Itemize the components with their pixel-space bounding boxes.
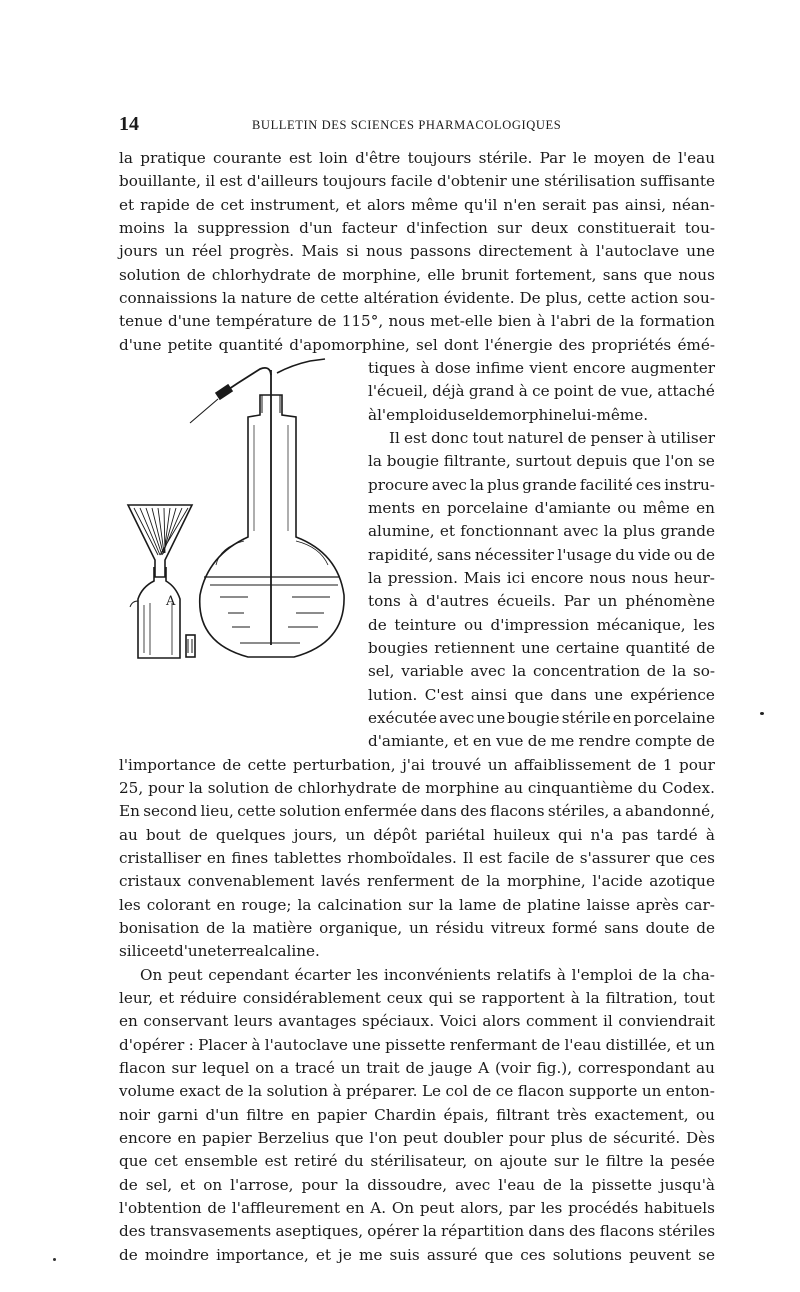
text-line: des transvasements aseptiques, opérer la répartition dans des flacons stériles: [119, 1222, 715, 1240]
text-line: encore en papier Berzelius que l'on peut doubler pour plus de sécurité. Dès: [119, 1129, 715, 1147]
text-line: sel, variable avec la concentration de la so-: [368, 662, 715, 680]
text-line: de teinture ou d'impression mécanique, les: [368, 616, 715, 634]
text-line: en conservant leurs avantages spéciaux. Voici alors comment il conviendrait: [119, 1012, 715, 1030]
text-line: cristaux convenablement lavés renferment de la morphine, l'acide azotique: [119, 872, 715, 890]
text-line: l'écueil, déjà grand à ce point de vue, attaché: [368, 382, 715, 400]
text-line: l'importance de cette perturbation, j'ai trouvé un affaiblissement de 1 pour: [119, 756, 715, 774]
text-line: tiques à dose infime vient encore augmenter: [368, 359, 715, 377]
ink-speck: [53, 1258, 56, 1261]
text-line: à l'emploi du sel de morphine lui-même.: [368, 406, 649, 424]
text-line: alumine, et fonctionnant avec la plus grande: [368, 522, 715, 540]
text-line: d'amiante, et en vue de me rendre compte de: [368, 732, 715, 750]
text-line: moins la suppression d'un facteur d'infection sur deux constituerait tou-: [119, 219, 715, 237]
text-line: bonisation de la matière organique, un résidu vitreux formé sans doute de: [119, 919, 715, 937]
text-line: d'opérer : Placer à l'autoclave une pissette renfermant de l'eau distillée, et un: [119, 1036, 715, 1054]
text-line: volume exact de la solution à préparer. Le col de ce flacon supporte un enton-: [119, 1082, 715, 1100]
text-line: tenue d'une température de 115°, nous met-elle bien à l'abri de la formation: [119, 312, 715, 330]
wash-bottle-illustration: [190, 359, 344, 657]
text-line: ments en porcelaine d'amiante ou même en: [368, 499, 715, 517]
text-line: la pratique courante est loin d'être toujours stérile. Par le moyen de l'eau: [119, 149, 715, 167]
text-line: Il est donc tout naturel de penser à utiliser: [389, 429, 715, 447]
page-number: 14: [119, 113, 139, 135]
text-line: rapidité, sans nécessiter l'usage du vide ou de: [368, 546, 715, 564]
text-line: cristalliser en fines tablettes rhomboïdales. Il est facile de s'assurer que ces: [119, 849, 715, 867]
text-line: 25, pour la solution de chlorhydrate de morphine au cinquantième du Codex.: [119, 779, 715, 797]
text-line: En second lieu, cette solution enfermée dans des flacons stériles, a abandonné,: [119, 802, 715, 820]
text-line: et rapide de cet instrument, et alors même qu'il n'en serait pas ainsi, néan-: [119, 196, 715, 214]
text-line: silice et d'une terre alcaline.: [119, 942, 320, 960]
text-line: que cet ensemble est retiré du stérilisateur, on ajoute sur le filtre la pesée: [119, 1152, 715, 1170]
text-line: procure avec la plus grande facilité ces instru-: [368, 476, 715, 494]
text-line: les colorant en rouge; la calcination sur la lame de platine laisse après car-: [119, 896, 715, 914]
text-line: de sel, et on l'arrose, pour la dissoudre, avec l'eau de la pissette jusqu'à: [119, 1176, 715, 1194]
text-line: exécutée avec une bougie stérile en porcelaine: [368, 709, 715, 727]
text-line: de moindre importance, et je me suis assuré que ces solutions peuvent se: [119, 1246, 715, 1264]
ink-speck: [760, 712, 764, 715]
text-line: flacon sur lequel on a tracé un trait de jauge A (voir fig.), correspondant au: [119, 1059, 715, 1077]
page-header: [119, 113, 719, 137]
text-line: connaissions la nature de cette altération évidente. De plus, cette action sou-: [119, 289, 715, 307]
figure-label-a: A: [166, 594, 176, 609]
text-line: jours un réel progrès. Mais si nous passons directement à l'autoclave une: [119, 242, 715, 260]
text-line: noir garni d'un filtre en papier Chardin épais, filtrant très exactement, ou: [119, 1106, 715, 1124]
text-line: l'obtention de l'affleurement en A. On peut alors, par les procédés habituels: [119, 1199, 715, 1217]
text-line: tons à d'autres écueils. Par un phénomène: [368, 592, 715, 610]
running-title: BULLETIN DES SCIENCES PHARMACOLOGIQUES: [252, 118, 562, 132]
funnel-illustration: [128, 505, 192, 577]
text-line: au bout de quelques jours, un dépôt pariétal huileux qui n'a pas tardé à: [119, 826, 715, 844]
text-line: leur, et réduire considérablement ceux qui se rapportent à la filtration, tout: [119, 989, 715, 1007]
text-line: la pression. Mais ici encore nous nous heur-: [368, 569, 715, 587]
graduated-flask-illustration: [130, 567, 195, 658]
text-line: On peut cependant écarter les inconvénients relatifs à l'emploi de la cha-: [140, 966, 715, 984]
text-line: d'une petite quantité d'apomorphine, sel dont l'énergie des propriétés émé-: [119, 336, 715, 354]
text-line: lution. C'est ainsi que dans une expérience: [368, 686, 715, 704]
text-line: bougies retiennent une certaine quantité de: [368, 639, 715, 657]
text-line: solution de chlorhydrate de morphine, elle brunit fortement, sans que nous: [119, 266, 715, 284]
apparatus-figure: [120, 355, 356, 665]
text-line: bouillante, il est d'ailleurs toujours facile d'obtenir une stérilisation suffisante: [119, 172, 715, 190]
text-line: la bougie filtrante, surtout depuis que l'on se: [368, 452, 715, 470]
